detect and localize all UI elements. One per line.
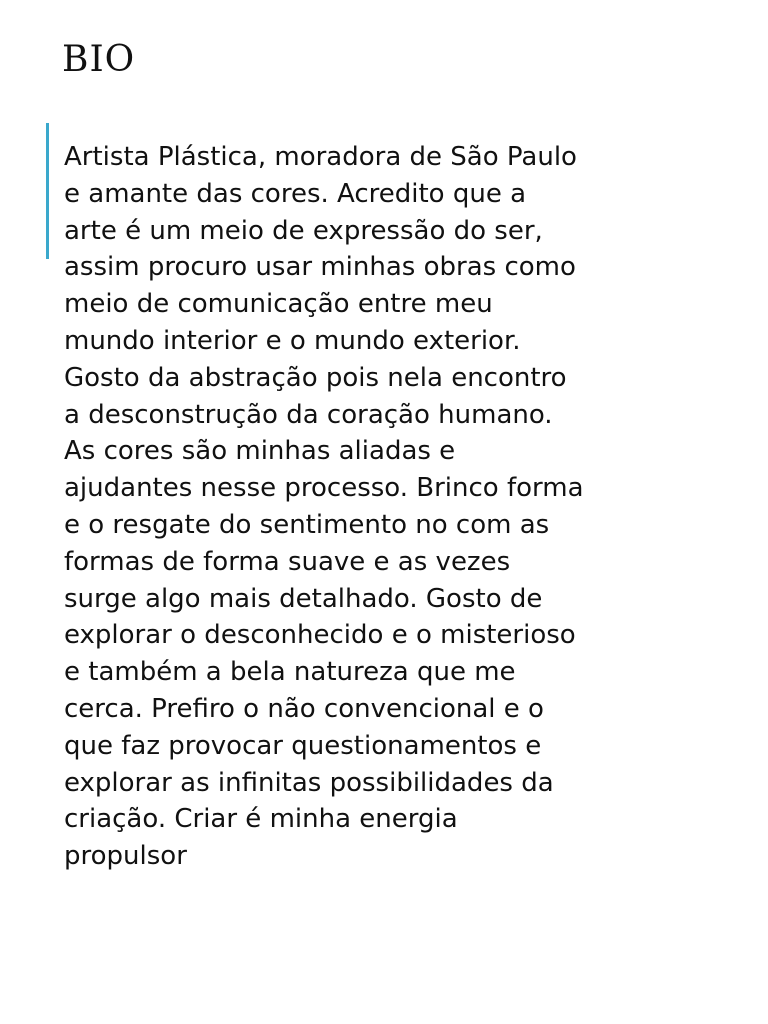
accent-bar (46, 123, 49, 259)
slide-title: BIO (62, 39, 136, 80)
bio-paragraph: Artista Plástica, moradora de São Paulo e amante das cores. Acredito que a arte é um meio de expressão do ser, assim procuro usar minhas obras como meio de comunicação entre meu mundo interior e o mundo exterior. Gosto da abstração pois nela encontro a desconstrução da coração humano. As cores são minhas aliadas e ajudantes nesse processo. Brinco forma e o resgate do sentimento no com as formas de forma suave e as vezes surge algo mais detalhado. Gosto de explorar o desconhecido e o misterioso e também a bela natureza que me cerca. Prefiro o não convencional e o que faz provocar questionamentos e explorar as infinitas possibilidades da criação. Criar é minha energia propulsor (64, 142, 584, 872)
